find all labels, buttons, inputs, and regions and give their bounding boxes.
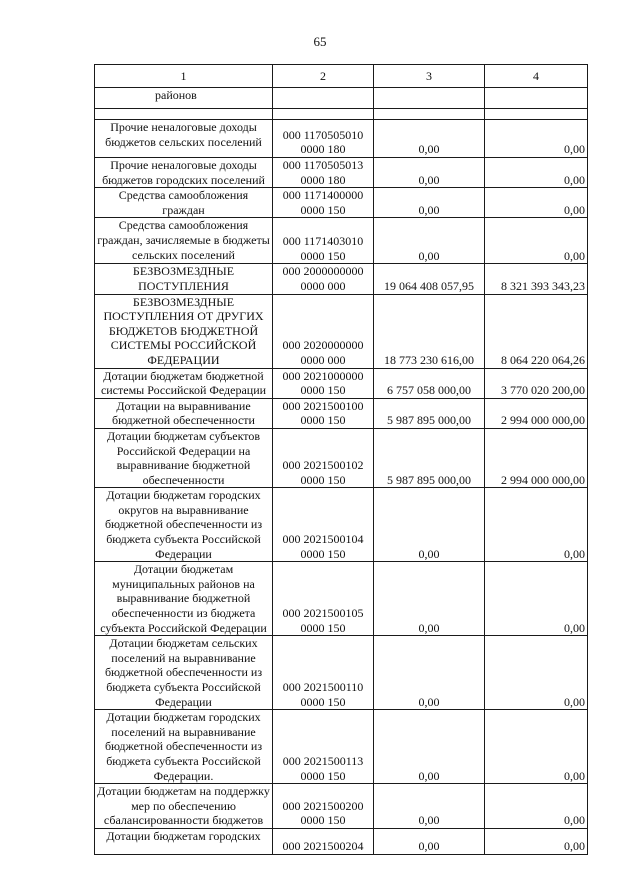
row-code: 000 2021500200 0000 150 — [273, 784, 374, 829]
page-number: 65 — [313, 34, 327, 49]
column-header-4: 4 — [485, 65, 588, 88]
row-value-3: 19 064 408 057,95 — [374, 264, 485, 294]
table-row — [95, 829, 588, 855]
row-value-4: 0,00 — [485, 218, 588, 264]
table-row — [95, 218, 588, 264]
column-header-2: 2 — [273, 65, 374, 88]
row-code: 000 2021500104 0000 150 — [273, 488, 374, 562]
table-row — [95, 562, 588, 636]
row-value-3: 0,00 — [374, 784, 485, 829]
row-value-3: 0,00 — [374, 188, 485, 218]
row-name: Дотации на выравнивание бюджетной обеспеченности — [95, 398, 273, 428]
row-name: Дотации бюджетам городских — [95, 829, 273, 855]
row-code: 000 2020000000 0000 000 — [273, 294, 374, 368]
row-code: 000 1170505010 0000 180 — [273, 120, 374, 158]
row-value-4: 0,00 — [485, 784, 588, 829]
row-name: Дотации бюджетам муниципальных районов на выравнивание бюджетной обеспеченности из бюджета субъекта Российской Федерации — [95, 562, 273, 636]
table-header — [95, 65, 588, 88]
row-value-4: 8 321 393 343,23 — [485, 264, 588, 294]
row-value-4: 0,00 — [485, 188, 588, 218]
table-row — [95, 264, 588, 294]
row-value-4: 0,00 — [485, 636, 588, 710]
row-value-3: 6 757 058 000,00 — [374, 368, 485, 398]
row-name: Прочие неналоговые доходы бюджетов городских поселений — [95, 158, 273, 188]
table-row — [95, 428, 588, 487]
row-name: Дотации бюджетам городских округов на выравнивание бюджетной обеспеченности из бюджета субъекта Российской Федерации — [95, 488, 273, 562]
row-name: Дотации бюджетам городских поселений на выравнивание бюджетной обеспеченности из бюджета субъекта Российской Федерации. — [95, 710, 273, 784]
row-code: 000 2021500110 0000 150 — [273, 636, 374, 710]
table-gap — [95, 109, 588, 120]
table-row — [95, 294, 588, 368]
row-code: 000 2021500105 0000 150 — [273, 562, 374, 636]
row-value-3: 0,00 — [374, 488, 485, 562]
table-row — [95, 710, 588, 784]
row-code: 000 1171400000 0000 150 — [273, 188, 374, 218]
row-value-3: 0,00 — [374, 218, 485, 264]
table-row — [95, 398, 588, 428]
budget-table — [94, 64, 588, 855]
row-code: 000 2021500102 0000 150 — [273, 428, 374, 487]
row-code: 000 2021500204 — [273, 829, 374, 855]
row-code: 000 2021000000 0000 150 — [273, 368, 374, 398]
row-value-3: 0,00 — [374, 120, 485, 158]
table-row — [95, 120, 588, 158]
table-row — [95, 158, 588, 188]
column-header-3: 3 — [374, 65, 485, 88]
column-header-1: 1 — [95, 65, 273, 88]
row-value-4: 8 064 220 064,26 — [485, 294, 588, 368]
row-value-4: 2 994 000 000,00 — [485, 398, 588, 428]
row-value-3: 0,00 — [374, 158, 485, 188]
row-value-3: 0,00 — [374, 636, 485, 710]
row-value-4: 0,00 — [485, 120, 588, 158]
table-row — [95, 368, 588, 398]
table-row — [95, 488, 588, 562]
row-code: 000 1170505013 0000 180 — [273, 158, 374, 188]
row-name: БЕЗВОЗМЕЗДНЫЕ ПОСТУПЛЕНИЯ — [95, 264, 273, 294]
row-code: 000 2021500100 0000 150 — [273, 398, 374, 428]
row-value-3: 0,00 — [374, 829, 485, 855]
row-value-3: 0,00 — [374, 710, 485, 784]
row-value-3: 0,00 — [374, 562, 485, 636]
continuation-text: районов — [95, 88, 273, 109]
row-value-3: 5 987 895 000,00 — [374, 398, 485, 428]
table-row — [95, 188, 588, 218]
row-value-4: 0,00 — [485, 710, 588, 784]
row-name: Средства самообложения граждан — [95, 188, 273, 218]
row-name: Прочие неналоговые доходы бюджетов сельских поселений — [95, 120, 273, 158]
row-value-4: 0,00 — [485, 488, 588, 562]
table-row — [95, 784, 588, 829]
row-value-4: 0,00 — [485, 562, 588, 636]
row-value-4: 2 994 000 000,00 — [485, 428, 588, 487]
row-name: Дотации бюджетам субъектов Российской Федерации на выравнивание бюджетной обеспеченности — [95, 428, 273, 487]
row-name: Дотации бюджетам сельских поселений на выравнивание бюджетной обеспеченности из бюджета субъекта Российской Федерации — [95, 636, 273, 710]
row-code: 000 2000000000 0000 000 — [273, 264, 374, 294]
row-value-4: 0,00 — [485, 158, 588, 188]
row-value-4: 3 770 020 200,00 — [485, 368, 588, 398]
row-value-4: 0,00 — [485, 829, 588, 855]
table-row — [95, 636, 588, 710]
row-code: 000 2021500113 0000 150 — [273, 710, 374, 784]
row-value-3: 18 773 230 616,00 — [374, 294, 485, 368]
row-name: Дотации бюджетам бюджетной системы Российской Федерации — [95, 368, 273, 398]
row-name: БЕЗВОЗМЕЗДНЫЕ ПОСТУПЛЕНИЯ ОТ ДРУГИХ БЮДЖЕТОВ БЮДЖЕТНОЙ СИСТЕМЫ РОССИЙСКОЙ ФЕДЕРАЦИИ — [95, 294, 273, 368]
row-value-3: 5 987 895 000,00 — [374, 428, 485, 487]
table-row-continuation — [95, 88, 588, 109]
table-body — [95, 120, 588, 855]
row-name: Средства самообложения граждан, зачисляемые в бюджеты сельских поселений — [95, 218, 273, 264]
row-code: 000 1171403010 0000 150 — [273, 218, 374, 264]
row-name: Дотации бюджетам на поддержку мер по обеспечению сбалансированности бюджетов — [95, 784, 273, 829]
